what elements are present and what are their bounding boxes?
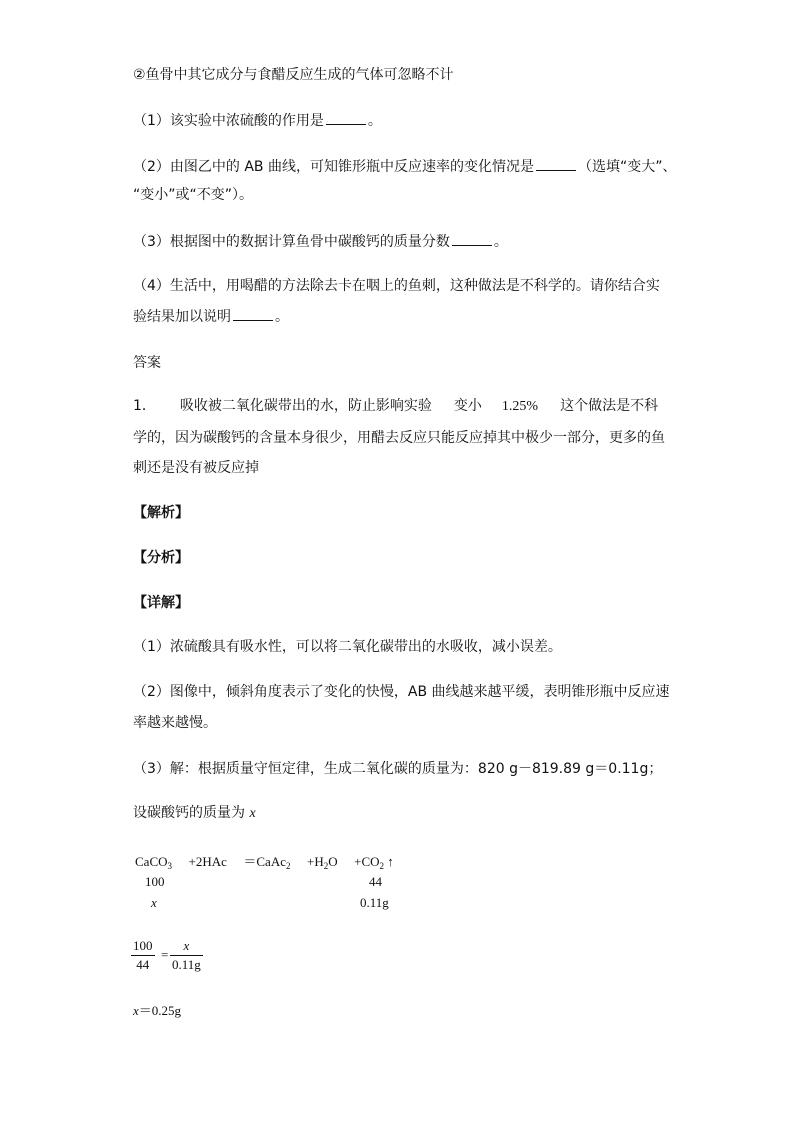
question-2-line-1 — [133, 158, 677, 176]
section-jiexi: 【解析】 — [133, 505, 189, 521]
question-2-text: （2）由图乙中的 AB 曲线，可知锥形瓶中反应速率的变化情况是 — [133, 159, 534, 175]
mass-co2-value: 0.11g — [360, 895, 389, 910]
analysis-2-line-2: 率越来越慢。 — [133, 715, 217, 731]
question-3 — [133, 233, 508, 251]
fraction-right-numerator: x — [183, 938, 190, 953]
formula-hac: +2HAc — [188, 854, 227, 869]
fraction-right-denominator: 0.11g — [172, 957, 201, 972]
equals-sign: = — [161, 947, 169, 962]
gas-arrow-icon: ↑ — [387, 854, 394, 869]
answer-blank — [326, 112, 366, 125]
analysis-1: （1）浓硫酸具有吸水性，可以将二氧化碳带出的水吸收，减小误差。 — [133, 639, 562, 655]
question-3-end: 。 — [493, 234, 508, 250]
variable-x: x — [249, 806, 256, 821]
answer-heading: 答案 — [133, 355, 161, 371]
answer-2: 变小 — [453, 398, 482, 414]
answer-blank — [233, 308, 273, 321]
answer-line-1 — [133, 397, 658, 416]
answer-1: 吸收被二氧化碳带出的水，防止影响实验 — [179, 398, 432, 414]
analysis-2-line-1: （2）图像中，倾斜角度表示了变化的快慢，AB 曲线越来越平缓，表明锥形瓶中反应速 — [133, 684, 670, 700]
formula-h2o: $+H_2O$ — [307, 854, 338, 871]
answer-line-3: 刺还是没有被反应掉 — [133, 460, 259, 476]
question-2-options: （选填“变大”、 — [578, 159, 677, 175]
question-4-end: 。 — [275, 309, 289, 325]
answer-number: 1． — [133, 398, 156, 414]
question-1 — [133, 112, 382, 130]
section-fenxi: 【分析】 — [133, 550, 189, 566]
formula-co2: $+CO_2$ — [354, 854, 385, 871]
question-4-text: 验结果加以说明 — [133, 309, 231, 325]
mass-variable-x: x — [151, 895, 157, 910]
fraction-bar — [131, 955, 155, 956]
analysis-3: （3）解：根据质量守恒定律，生成二氧化碳的质量为：820 g－819.89 g＝0.11g； — [133, 761, 663, 777]
note-2: ②鱼骨中其它成分与食醋反应生成的气体可忽略不计 — [133, 67, 454, 83]
result-value: ＝0.25g — [138, 1003, 182, 1018]
result-line — [133, 1000, 181, 1019]
question-3-text: （3）根据图中的数据计算鱼骨中碳酸钙的质量分数 — [133, 234, 450, 250]
fraction-right — [170, 938, 203, 973]
fraction-left — [131, 938, 155, 973]
question-1-end: 。 — [367, 113, 382, 129]
analysis-4-text: 设碳酸钙的质量为 — [133, 805, 250, 821]
formula-caco3: CaCO$_3$ — [135, 854, 172, 871]
answer-line-2: 学的，因为碳酸钙的含量本身很少，用醋去反应只能反应掉其中极少一部分，更多的鱼 — [133, 430, 665, 446]
question-2-line-2: “变小”或“不变”）。 — [133, 187, 254, 203]
chemical-equation — [135, 851, 394, 871]
question-4-line-2 — [133, 308, 289, 326]
analysis-4 — [133, 804, 256, 823]
answer-4: 这个做法是不科 — [560, 398, 659, 414]
formula-caac2: ＝CaAc$_2$ — [243, 854, 291, 871]
question-1-text: （1）该实验中浓硫酸的作用是 — [133, 113, 324, 129]
answer-blank — [536, 158, 576, 171]
section-xiangjie: 【详解】 — [133, 595, 189, 611]
molar-mass-caco3: 100 — [145, 874, 165, 889]
fraction-left-numerator: 100 — [133, 938, 153, 953]
answer-3: 1.25% — [501, 399, 539, 414]
answer-blank — [452, 233, 492, 246]
fraction-bar — [170, 955, 203, 956]
question-4-line-1: （4）生活中，用喝醋的方法除去卡在咽上的鱼刺，这种做法是不科学的。请你结合实 — [133, 278, 660, 294]
fraction-left-denominator: 44 — [136, 957, 150, 972]
result-variable: x — [133, 1003, 139, 1018]
molar-mass-co2: 44 — [369, 874, 382, 889]
